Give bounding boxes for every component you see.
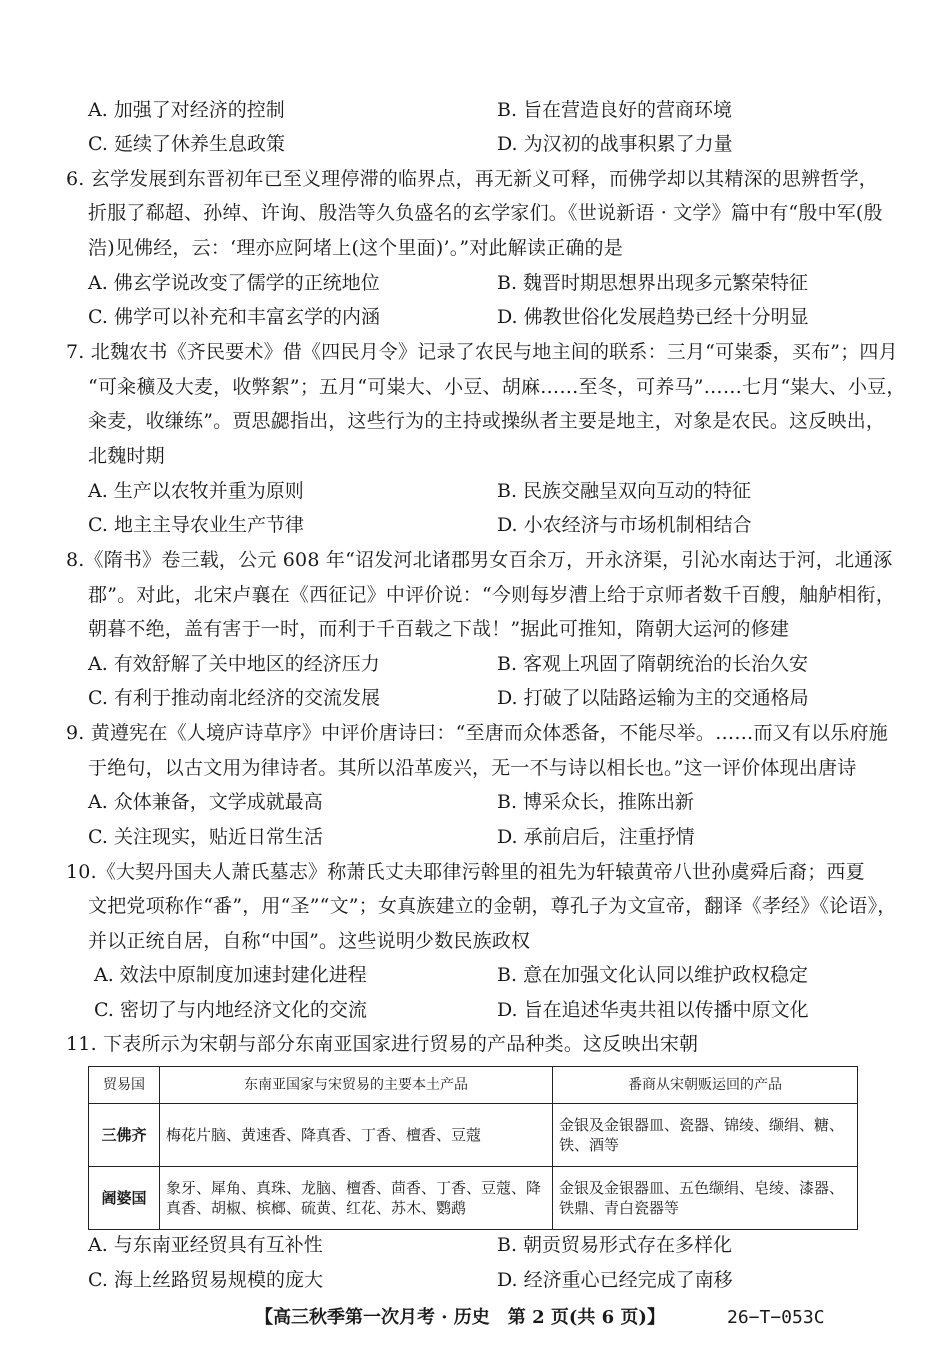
q9-option-c: C. 关注现实，贴近日常生活: [88, 826, 323, 848]
q5-option-a: A. 加强了对经济的控制: [88, 99, 285, 121]
exam-code: 26−T−053C: [727, 1307, 825, 1328]
q7-option-b: B. 民族交融呈双向互动的特征: [497, 480, 752, 502]
q11-option-a: A. 与东南亚经贸具有互补性: [88, 1234, 323, 1256]
q7-option-c: C. 地主主导农业生产节律: [88, 514, 304, 536]
q6-option-b: B. 魏晋时期思想界出现多元繁荣特征: [497, 272, 809, 294]
q10-stem-line-3: 并以正统自居，自称“中国”。这些说明少数民族政权: [88, 930, 531, 952]
table-cell-exports: 象牙、犀角、真珠、龙脑、檀香、茴香、丁香、豆蔻、降真香、胡椒、槟榔、硫黄、红花、苏木、鹦鹉: [160, 1167, 553, 1230]
q9-option-d: D. 承前启后，注重抒情: [497, 826, 695, 848]
q8-stem-line-1: 8.《隋书》卷三载，公元 608 年“诏发河北诸郡男女百余万，开永济渠，引沁水南达于河，北通涿: [66, 549, 893, 571]
q9-option-a: A. 众体兼备，文学成就最高: [88, 791, 323, 813]
table-header-exports: 东南亚国家与宋贸易的主要本土产品: [160, 1067, 553, 1104]
q6-stem-line-3: 浩)见佛经，云：‘理亦应阿堵上(这个里面)’。”对此解读正确的是: [88, 237, 623, 259]
table-cell-country: 三佛齐: [89, 1104, 160, 1167]
q9-stem-line-2: 于绝句，以古文用为律诗者。其所以沿革废兴，无一不与诗以相长也。”这一评价体现出唐诗: [88, 757, 857, 779]
q7-option-a: A. 生产以农牧并重为原则: [88, 480, 304, 502]
page-footer: 【高三秋季第一次月考 · 历史 第 2 页(共 6 页)】: [255, 1307, 665, 1328]
q7-stem-line-2: “可籴穬及大麦，收弊絮”；五月“可粜大、小豆、胡麻……至冬，可养马”……七月“粜大、小豆，: [88, 376, 906, 398]
trade-table: [88, 1066, 858, 1230]
q11-option-d: D. 经济重心已经完成了南移: [497, 1269, 733, 1291]
table-cell-country: 阇婆国: [89, 1167, 160, 1230]
q10-stem-line-2: 文把党项称作“番”，用“圣”“文”；女真族建立的金朝，尊孔子为文宣帝，翻译《孝经》《论语》，: [88, 895, 897, 917]
q11-stem-line-1: 11. 下表所示为宋朝与部分东南亚国家进行贸易的产品种类。这反映出宋朝: [66, 1033, 699, 1055]
q9-option-b: B. 博采众长，推陈出新: [497, 791, 695, 813]
q7-stem-line-1: 7. 北魏农书《齐民要术》借《四民月令》记录了农民与地主间的联系：三月“可粜黍，买布”；四月: [66, 341, 898, 363]
q5-option-b: B. 旨在营造良好的营商环境: [497, 99, 733, 121]
q10-option-b: B. 意在加强文化认同以维护政权稳定: [497, 964, 809, 986]
q10-stem-line-1: 10.《大契丹国夫人萧氏墓志》称萧氏丈夫耶律污斡里的祖先为轩辕黄帝八世孙虞舜后裔；西夏: [66, 861, 865, 883]
q7-option-d: D. 小农经济与市场机制相结合: [497, 514, 752, 536]
q6-option-a: A. 佛玄学说改变了儒学的正统地位: [88, 272, 380, 294]
q8-stem-line-2: 郡”。对此，北宋卢襄在《西征记》中评价说：“今则每岁漕上给于京师者数千百艘，舳舻相衔，: [88, 584, 896, 606]
q6-stem-line-2: 折服了郗超、孙绰、许询、殷浩等久负盛名的玄学家们。《世说新语 · 文学》篇中有“殷中军(殷: [88, 202, 883, 224]
q8-stem-line-3: 朝暮不绝，盖有害于一时，而利于千百载之下哉！”据此可推知，隋朝大运河的修建: [88, 618, 790, 640]
q8-option-b: B. 客观上巩固了隋朝统治的长治久安: [497, 653, 809, 675]
q7-stem-line-4: 北魏时期: [88, 445, 165, 467]
q10-option-a: A. 效法中原制度加速封建化进程: [94, 964, 367, 986]
q5-option-c: C. 延续了休养生息政策: [88, 133, 285, 155]
table-row: [89, 1104, 858, 1167]
table-cell-imports: 金银及金银器皿、五色缬绢、皂绫、漆器、铁鼎、青白瓷器等: [553, 1167, 858, 1230]
q6-option-c: C. 佛学可以补充和丰富玄学的内涵: [88, 306, 380, 328]
q9-stem-line-1: 9. 黄遵宪在《人境庐诗草序》中评价唐诗曰：“至唐而众体悉备，不能尽举。……而又有以乐府施: [66, 722, 888, 744]
table-cell-imports: 金银及金银器皿、瓷器、锦绫、缬绢、糖、铁、酒等: [553, 1104, 858, 1167]
q5-option-d: D. 为汉初的战事积累了力量: [497, 133, 733, 155]
q10-option-d: D. 旨在追述华夷共祖以传播中原文化: [497, 999, 809, 1021]
q8-option-d: D. 打破了以陆路运输为主的交通格局: [497, 687, 809, 709]
table-cell-exports: 梅花片脑、黄速香、降真香、丁香、檀香、豆蔻: [160, 1104, 553, 1167]
table-row: [89, 1167, 858, 1230]
q10-option-c: C. 密切了与内地经济文化的交流: [94, 999, 367, 1021]
q11-option-b: B. 朝贡贸易形式存在多样化: [497, 1234, 733, 1256]
table-header-row: [89, 1067, 858, 1104]
table-header-imports: 番商从宋朝贩运回的产品: [553, 1067, 858, 1104]
q7-stem-line-3: 籴麦，收缣练”。贾思勰指出，这些行为的主持或操纵者主要是地主，对象是农民。这反映出，: [88, 410, 886, 432]
q6-stem-line-1: 6. 玄学发展到东晋初年已至义理停滞的临界点，再无新义可释，而佛学却以其精深的思辨哲学，: [66, 168, 878, 190]
q8-option-a: A. 有效舒解了关中地区的经济压力: [88, 653, 380, 675]
q8-option-c: C. 有利于推动南北经济的交流发展: [88, 687, 380, 709]
q11-option-c: C. 海上丝路贸易规模的庞大: [88, 1269, 323, 1291]
q6-option-d: D. 佛教世俗化发展趋势已经十分明显: [497, 306, 809, 328]
table-header-country: 贸易国: [89, 1067, 160, 1104]
